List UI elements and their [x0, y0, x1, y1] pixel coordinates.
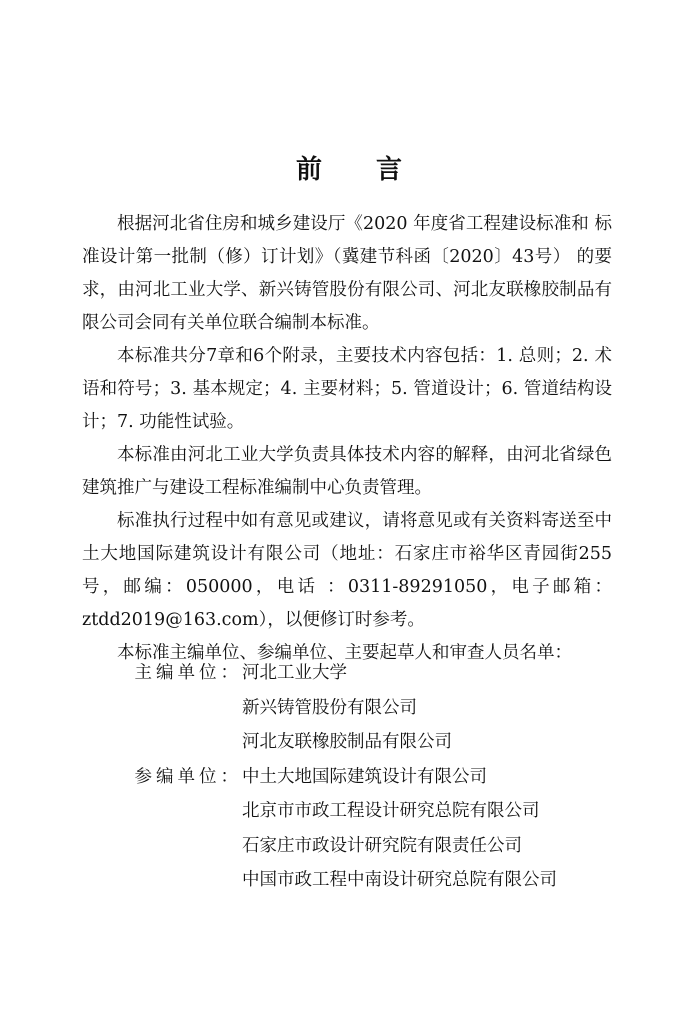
- participant-unit-name: 中国市政工程中南设计研究总院有限公司: [242, 870, 557, 890]
- preface-body: [82, 208, 612, 670]
- page-title: [0, 150, 700, 190]
- chief-unit-row: [82, 656, 612, 691]
- participant-unit-label: 参编单位：: [134, 766, 242, 787]
- paragraph-feedback: 标准执行过程中如有意见或建议，请将意见或有关资料寄送至中 土大地国际建筑设计有限公司（地址：石家庄市裕华区青园街255号，邮编：050000，电话 ：0311-89291050，电子邮箱： ztdd2019@163.com），以便修订时参考。: [82, 511, 612, 630]
- title-char-2: 言: [376, 155, 405, 185]
- paragraph-list-intro: 本标准主编单位、参编单位、主要起草人和审查人员名单：: [117, 643, 572, 663]
- editor-list: [82, 656, 612, 898]
- chief-unit-label: 主编单位：: [134, 663, 242, 683]
- participant-unit-name: 中土大地国际建筑设计有限公司: [242, 766, 487, 787]
- chief-unit-row: [82, 691, 612, 726]
- paragraph-contents: 本标准共分7章和6个附录，主要技术内容包括：1. 总则；2. 术语和符号；3. 基本规定；4. 主要材料；5. 管道设计；6. 管道结构设计；7. 功能性试验。: [82, 346, 612, 432]
- title-char-1: 前: [295, 155, 324, 185]
- chief-unit-name: 河北友联橡胶制品有限公司: [242, 732, 452, 752]
- paragraph-basis: 根据河北省住房和城乡建设厅《2020 年度省工程建设标准和 标准设计第一批制（修）订计划》（冀建节科函〔2020〕43号） 的要求，由河北工业大学、新兴铸管股份有限公司、河北友联橡胶制品有限公司会同有关单位联合编制本标准。: [82, 214, 612, 333]
- participant-unit-row: [82, 863, 612, 898]
- chief-unit-name: 河北工业大学: [242, 663, 347, 683]
- chief-unit-name: 新兴铸管股份有限公司: [242, 697, 417, 718]
- participant-unit-row: [82, 794, 612, 829]
- participant-unit-row: [82, 829, 612, 864]
- participant-unit-name: 北京市市政工程设计研究总院有限公司: [242, 801, 540, 821]
- paragraph-interpretation: 本标准由河北工业大学负责具体技术内容的解释，由河北省绿色建筑推广与建设工程标准编制中心负责管理。: [82, 445, 612, 498]
- participant-unit-row: [82, 760, 612, 795]
- participant-unit-name: 石家庄市政设计研究院有限责任公司: [242, 835, 522, 856]
- chief-unit-row: [82, 725, 612, 760]
